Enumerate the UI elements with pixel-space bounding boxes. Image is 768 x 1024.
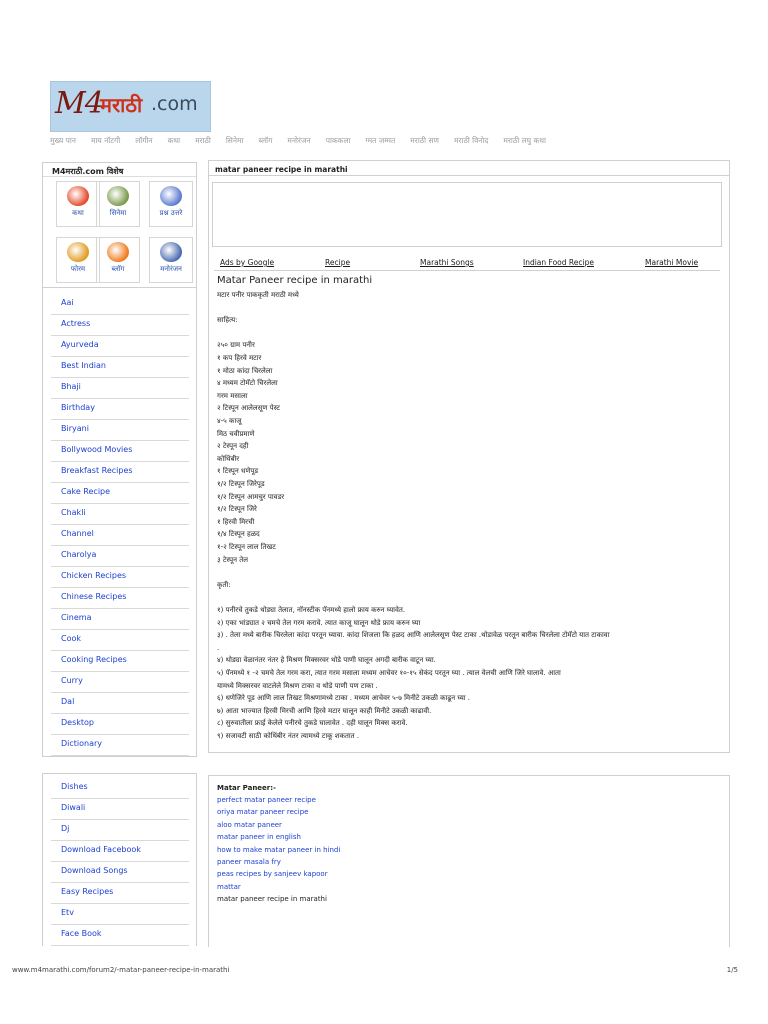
- sidebar-link[interactable]: Desktop: [61, 718, 94, 727]
- article-line: १ हिरवी मिरची: [217, 517, 255, 526]
- article-line: कोथिंबीर: [217, 454, 240, 463]
- topnav-item[interactable]: माय नॉटगी: [90, 136, 121, 145]
- divider: [51, 398, 189, 399]
- divider: [51, 314, 189, 315]
- divider: [51, 503, 189, 504]
- sidebar-link[interactable]: Cooking Recipes: [61, 655, 127, 664]
- sidebar-link-list-2: [42, 773, 197, 946]
- sidebar-header: M4मराठी.com विशेष: [43, 163, 196, 177]
- article-line: ६) धणेजिरे पूड आणि लाल तिखट मिश्रणामध्ये टाका . मध्यम आचेवर ५-७ मिनीटे उकळी काढून घ्या .: [217, 694, 471, 703]
- divider: [51, 629, 189, 630]
- article-line: १/२ टिस्पून जिरे: [217, 505, 257, 514]
- sidebar-tile-label: ब्लॉग: [111, 265, 125, 273]
- ad-link[interactable]: Marathi Songs: [420, 258, 474, 267]
- sidebar-link[interactable]: Bollywood Movies: [61, 445, 133, 454]
- puzzle-icon: [67, 186, 89, 206]
- ad-link[interactable]: Recipe: [325, 258, 351, 267]
- article-line: १/२ टिस्पून जिरेपूड: [217, 480, 265, 488]
- divider: [51, 713, 189, 714]
- sidebar-link[interactable]: Chakli: [61, 508, 86, 517]
- divider: [51, 945, 189, 946]
- sidebar-link-list: [42, 286, 197, 757]
- article-line: मिठ चवीप्रमाणे: [217, 429, 255, 438]
- page-title: matar paneer recipe in marathi: [208, 160, 730, 176]
- topnav-item[interactable]: सिनेमा: [225, 136, 244, 145]
- topnav-item[interactable]: मनोरंजन: [287, 136, 311, 145]
- divider: [51, 524, 189, 525]
- sidebar-link[interactable]: Cake Recipe: [61, 487, 111, 496]
- sidebar-link[interactable]: Birthday: [61, 403, 95, 412]
- sidebar-link[interactable]: Diwali: [61, 803, 86, 812]
- article-line: .: [217, 643, 220, 652]
- sidebar-link[interactable]: Aai: [61, 298, 74, 307]
- film-reel-icon: [107, 186, 129, 206]
- sidebar-link[interactable]: Download Facebook: [61, 845, 141, 854]
- sidebar-link[interactable]: Dj: [61, 824, 70, 833]
- topnav-item[interactable]: मराठी लघु कथा: [503, 136, 546, 145]
- sidebar-link[interactable]: Cook: [61, 634, 82, 643]
- article-line: ४) थोड्या वेळानंतर नंतर हे मिश्रण मिक्सरवर थोडे पाणी घालून अगदी बारीक वाटून घ्या.: [217, 656, 436, 665]
- article-line: ४ मध्यम टोमॅटो चिरलेला: [217, 379, 278, 388]
- article-line: २५० ग्राम पनीर: [217, 341, 255, 350]
- forum-icon: [67, 242, 89, 262]
- sidebar-link[interactable]: Dishes: [61, 782, 88, 791]
- article-line: १) पनीरचे तुकडे थोड्या तेलात, नॉनस्टीक पॅनमध्ये हालो फ्राय करुन घ्यावेत.: [217, 606, 406, 614]
- article-line: साहित्य:: [217, 316, 238, 325]
- article-line: १-२ टिस्पून लाल तिखट: [217, 543, 276, 551]
- topnav-item[interactable]: कथा: [167, 136, 181, 145]
- related-tag-link[interactable]: peas recipes by sanjeev kapoor: [217, 870, 328, 879]
- sidebar-link[interactable]: Best Indian: [61, 361, 106, 370]
- ad-link[interactable]: Indian Food Recipe: [523, 258, 594, 267]
- divider: [51, 545, 189, 546]
- ad-banner[interactable]: [212, 182, 722, 247]
- sidebar-link[interactable]: Charolya: [61, 550, 97, 559]
- divider: [51, 335, 189, 336]
- divider: [214, 270, 720, 271]
- sidebar-link[interactable]: Breakfast Recipes: [61, 466, 133, 475]
- article-line: २) एका भांड्यात २ चमचे तेल गरम करावे. त्यात काजू घालून थोडे फ्राय करुन घ्या: [217, 618, 421, 627]
- divider: [51, 798, 189, 799]
- rss-icon: [107, 242, 129, 262]
- related-tag-link[interactable]: perfect matar paneer recipe: [217, 796, 316, 804]
- article-line: २ टिस्पून आलेलसूण पेस्ट: [217, 404, 280, 413]
- sidebar-tile[interactable]: [56, 237, 100, 283]
- top-navigation: [50, 136, 750, 150]
- logo-dotcom: .com: [151, 93, 198, 115]
- logo-marathi: मराठी: [100, 93, 143, 117]
- question-icon: [160, 186, 182, 206]
- article-line: १/४ टिस्पून हळद: [217, 530, 260, 539]
- sidebar-link[interactable]: Dal: [61, 697, 75, 706]
- topnav-item[interactable]: लॉगीन: [135, 136, 153, 145]
- article-line: २ टेस्पून दही: [217, 442, 249, 451]
- topnav-item[interactable]: पाककला: [325, 136, 351, 145]
- sidebar-link[interactable]: Cinema: [61, 613, 92, 622]
- sidebar-link[interactable]: Biryani: [61, 424, 89, 433]
- related-tag-link[interactable]: oriya matar paneer recipe: [217, 808, 309, 817]
- topnav-item[interactable]: ग्मत जम्मत: [365, 136, 396, 145]
- related-tag-link[interactable]: aloo matar paneer: [217, 820, 282, 829]
- sidebar-link[interactable]: Actress: [61, 319, 91, 328]
- article-line: ७) आता भाज्यात हिरवी मिरची आणि हिरवे मटार घालून काही मिनीटे उकळी काढावी.: [217, 706, 432, 715]
- divider: [51, 882, 189, 883]
- topnav-item[interactable]: मराठी विनोद: [453, 136, 489, 145]
- topnav-item[interactable]: मराठी: [195, 136, 211, 145]
- sidebar-tile-label: फोरम: [70, 265, 86, 273]
- sidebar-special-panel: [42, 162, 197, 288]
- article-line: १ कप हिरवे मटार: [217, 354, 262, 362]
- topnav-item[interactable]: ब्लॉग: [258, 136, 273, 145]
- related-tag-text: matar paneer recipe in marathi: [217, 895, 327, 904]
- divider: [51, 356, 189, 357]
- divider: [51, 461, 189, 462]
- sidebar-link[interactable]: Chicken Recipes: [61, 571, 127, 580]
- sidebar-tile-label: मनोरंजन: [160, 265, 182, 273]
- divider: [51, 692, 189, 693]
- topnav-item[interactable]: मुख्य पान: [50, 136, 76, 145]
- sidebar-link[interactable]: Channel: [61, 529, 94, 538]
- sidebar-tile[interactable]: [56, 181, 100, 227]
- divider: [51, 566, 189, 567]
- article-line: गरम मसाला: [217, 391, 248, 400]
- sidebar-tile[interactable]: [149, 237, 193, 283]
- topnav-item[interactable]: मराठी सण: [410, 136, 439, 145]
- divider: [51, 840, 189, 841]
- sidebar-link[interactable]: Bhaji: [61, 382, 81, 391]
- sidebar-link[interactable]: Download Songs: [61, 866, 128, 875]
- article-line: ९) सजावटी साठी कोथिंबीर नंतर त्यामध्ये टाकू शकतात .: [217, 732, 360, 740]
- article-line: मटार पनीर पाककृती मराठी मध्ये: [217, 291, 299, 299]
- sidebar-tile-label: कथा: [72, 209, 84, 217]
- sidebar-link[interactable]: Chinese Recipes: [61, 592, 127, 601]
- sidebar-link[interactable]: Curry: [61, 676, 83, 685]
- article-line: ३ टेस्पून तेल: [217, 555, 248, 564]
- divider: [51, 734, 189, 735]
- related-tag-link[interactable]: mattar: [217, 882, 241, 891]
- divider: [51, 482, 189, 483]
- sidebar-tile-label: प्रश्न उत्तरे: [159, 209, 183, 217]
- related-tags-header: Matar Paneer:-: [217, 784, 276, 792]
- divider: [51, 861, 189, 862]
- sidebar-link[interactable]: Dictionary: [61, 739, 103, 748]
- article-line: यामध्ये मिक्सरवर वाटलेले मिश्रण टाका व थोडे पाणी पण टाका .: [217, 681, 378, 690]
- gamepad-icon: [160, 242, 182, 262]
- related-tag-link[interactable]: matar paneer in english: [217, 833, 301, 842]
- sidebar-tile[interactable]: [96, 181, 140, 227]
- sidebar-tile[interactable]: [149, 181, 193, 227]
- footer-url: www.m4marathi.com/forum2/-matar-paneer-recipe-in-marathi: [12, 966, 230, 974]
- divider: [51, 819, 189, 820]
- article-line: १/२ टिस्पून आमचुर पावडर: [217, 492, 285, 501]
- ad-link[interactable]: Marathi Movie: [645, 258, 699, 267]
- footer-page-number: 1/5: [726, 966, 738, 974]
- article-line: ३) . तेला मध्ये बारीक चिरलेला कांदा परतून घ्यावा. कांदा शिजला कि हळद आणि आलेलसूण पेस्ट टाका .थोडावेळ परतून बारीक चिरलेला टोमॅटो यात टाकावा: [217, 631, 610, 640]
- sidebar-link[interactable]: Etv: [61, 908, 74, 917]
- article-line: कृती:: [217, 580, 231, 589]
- divider: [51, 377, 189, 378]
- article-line: ५) पॅनमध्ये १ -२ चमचे तेल गरम करा, त्यात गरम मसाला मध्यम आचेवर १०-१५ सेकंद परतून घ्या . त्याल वेलची आणि जिरे घालावे. आता: [217, 669, 561, 677]
- article-title: Matar Paneer recipe in marathi: [217, 275, 373, 286]
- article-line: ४-५ काजू: [217, 417, 242, 425]
- related-tag-link[interactable]: paneer masala fry: [217, 858, 281, 866]
- ad-links-bar: [220, 258, 710, 270]
- divider: [51, 924, 189, 925]
- logo-m4: M4: [55, 86, 103, 121]
- divider: [51, 440, 189, 441]
- sidebar-tile-label: सिनेमा: [109, 209, 127, 217]
- divider: [51, 650, 189, 651]
- divider: [51, 608, 189, 609]
- divider: [51, 903, 189, 904]
- sidebar-link[interactable]: Ayurveda: [61, 340, 99, 349]
- site-logo[interactable]: [50, 81, 211, 132]
- divider: [51, 671, 189, 672]
- sidebar-link[interactable]: Face Book: [61, 929, 102, 938]
- sidebar-tile[interactable]: [96, 237, 140, 283]
- divider: [51, 755, 189, 756]
- sidebar-link[interactable]: Easy Recipes: [61, 887, 114, 896]
- ads-by-google-link[interactable]: Ads by Google: [220, 258, 275, 267]
- divider: [51, 587, 189, 588]
- article-line: १ टिस्पून धणेपूड: [217, 467, 259, 476]
- article-line: ८) सुरुवातीला फ्राई केलेले पनीरचे तुकडे घालावेत . दही घालून मिक्स करावे.: [217, 719, 408, 728]
- divider: [51, 419, 189, 420]
- article-line: १ मोठा कांदा चिरलेला: [217, 366, 273, 375]
- related-tag-link[interactable]: how to make matar paneer in hindi: [217, 845, 341, 854]
